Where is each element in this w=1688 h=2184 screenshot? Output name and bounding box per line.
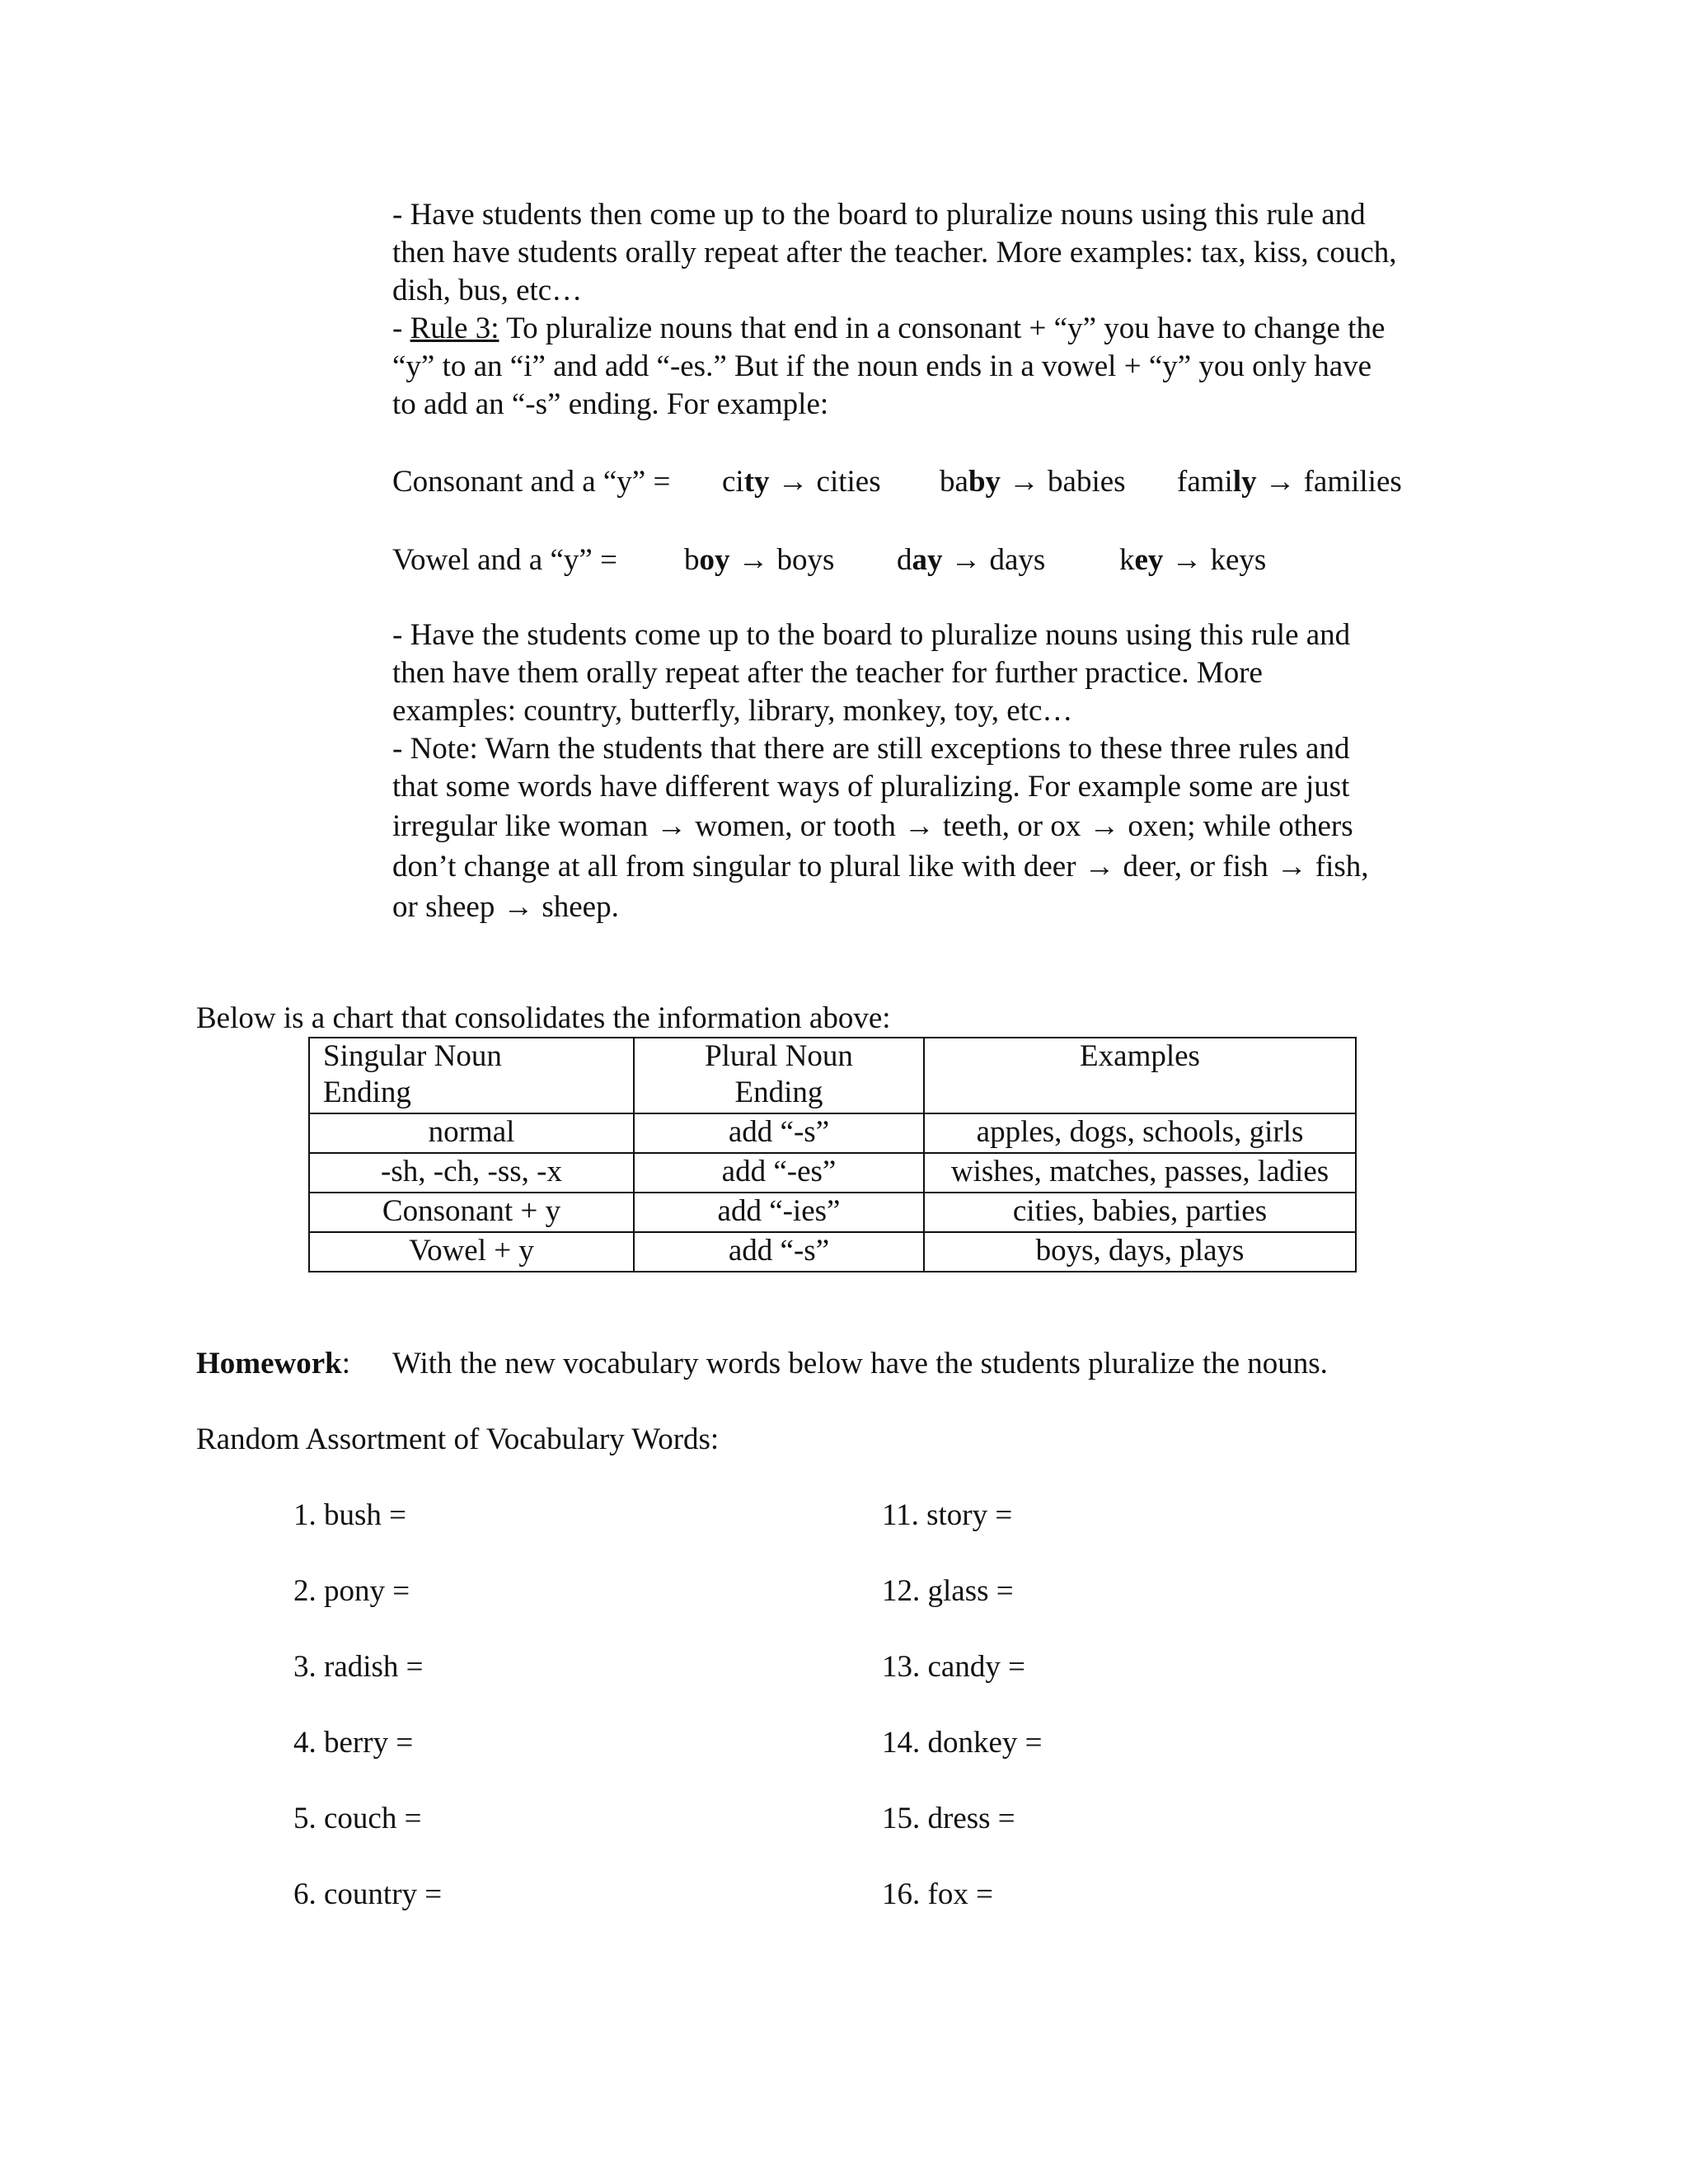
header-line: Ending [323, 1076, 411, 1109]
exception-text: oxen; while others [1128, 809, 1353, 843]
homework-line [196, 1345, 350, 1383]
rule3-line-2: “y” to an “i” and add “-es.” But if the noun ends in a vowel + “y” you only have [392, 349, 1372, 383]
vocab-item: 13. candy = [882, 1650, 1025, 1684]
practice-line-2: then have them orally repeat after the teacher for further practice. More [392, 656, 1263, 690]
header-examples [924, 1038, 1356, 1113]
vocab-item: 5. couch = [293, 1802, 422, 1835]
vocab-item: 12. glass = [882, 1574, 1014, 1608]
practice-line-1: - Have the students come up to the board to pluralize nouns using this rule and [392, 618, 1351, 652]
practice-line-3: examples: country, butterfly, library, monkey, toy, etc… [392, 694, 1073, 728]
note-line-2: that some words have different ways of pluralizing. For example some are just [392, 770, 1350, 804]
table-cell: add “-s” [634, 1232, 924, 1272]
header-line: Plural Noun [705, 1039, 853, 1073]
example-plural: families [1303, 465, 1402, 499]
example-ending: by [968, 465, 1001, 499]
exception-text: don’t change at all from singular to plural like with deer [392, 850, 1076, 883]
arrow-icon: → [503, 890, 534, 924]
table-row [309, 1153, 1356, 1193]
exceptions-line-2 [392, 848, 1369, 886]
table-cell: boys, days, plays [924, 1232, 1356, 1272]
intro-line-1: - Have students then come up to the board to pluralize nouns using this rule and [392, 198, 1366, 232]
arrow-icon: → [656, 809, 687, 843]
rule3-line-1 [392, 310, 1385, 348]
example-plural: babies [1048, 465, 1126, 499]
vocab-item: 11. story = [882, 1498, 1013, 1532]
arrow-icon: → [1084, 850, 1115, 883]
exception-text: deer, or fish [1123, 850, 1268, 883]
exception-text: fish, [1315, 850, 1369, 883]
vocab-heading: Random Assortment of Vocabulary Words: [196, 1422, 720, 1456]
example-stem: ba [940, 465, 968, 499]
header-plural [634, 1038, 924, 1113]
table-cell: wishes, matches, passes, ladies [924, 1153, 1356, 1193]
arrow-icon: → [950, 543, 982, 577]
example-plural: cities [816, 465, 881, 499]
table-row [309, 1232, 1356, 1272]
table-row [309, 1113, 1356, 1153]
table-cell: add “-s” [634, 1113, 924, 1153]
exceptions-line-1 [392, 808, 1353, 846]
vocab-item: 15. dress = [882, 1802, 1015, 1835]
arrow-icon: → [1171, 543, 1203, 577]
homework-text: With the new vocabulary words below have the students pluralize the nouns. [392, 1347, 1328, 1380]
plural-rules-table [308, 1037, 1357, 1272]
table-cell: cities, babies, parties [924, 1193, 1356, 1232]
vocab-item: 4. berry = [293, 1726, 414, 1760]
example-ending: ay [912, 543, 943, 577]
header-line: Examples [1080, 1039, 1200, 1073]
arrow-icon: → [738, 543, 769, 577]
vowel-example-key [1119, 541, 1266, 579]
chart-intro: Below is a chart that consolidates the information above: [196, 1001, 891, 1035]
vocab-item: 3. radish = [293, 1650, 424, 1684]
vocab-item: 6. country = [293, 1877, 443, 1911]
table-cell: Vowel + y [309, 1232, 634, 1272]
vocab-item: 1. bush = [293, 1498, 407, 1532]
example-plural: boys [776, 543, 835, 577]
exception-text: teeth, or ox [942, 809, 1081, 843]
table-row [309, 1193, 1356, 1232]
example-stem: d [897, 543, 912, 577]
example-stem: b [684, 543, 700, 577]
rule3-dash: - [392, 312, 410, 345]
arrow-icon: → [903, 809, 935, 843]
vowel-label: Vowel and a “y” = [392, 543, 617, 577]
rule3-line1-rest: To pluralize nouns that end in a consonant + “y” you have to change the [499, 312, 1386, 345]
header-singular [309, 1038, 634, 1113]
homework-colon: : [341, 1347, 351, 1380]
exceptions-line-3 [392, 888, 619, 926]
example-plural: days [989, 543, 1046, 577]
exception-text: women, or tooth [695, 809, 896, 843]
header-line: Singular Noun [323, 1039, 502, 1073]
table-cell: normal [309, 1113, 634, 1153]
example-stem: ci [722, 465, 744, 499]
arrow-icon: → [777, 465, 809, 499]
arrow-icon: → [1276, 850, 1307, 883]
table-cell: add “-ies” [634, 1193, 924, 1232]
arrow-icon: → [1009, 465, 1040, 499]
vocab-item: 16. fox = [882, 1877, 993, 1911]
header-line: Ending [734, 1076, 823, 1109]
consonant-example-family [1177, 463, 1402, 501]
table-cell: -sh, -ch, -ss, -x [309, 1153, 634, 1193]
example-stem: fami [1177, 465, 1233, 499]
note-line-1: - Note: Warn the students that there are still exceptions to these three rules and [392, 732, 1350, 766]
example-stem: k [1119, 543, 1135, 577]
vowel-example-boy [684, 541, 834, 579]
intro-line-3: dish, bus, etc… [392, 274, 583, 307]
example-ending: ly [1232, 465, 1257, 499]
consonant-label: Consonant and a “y” = [392, 465, 671, 499]
example-ending: oy [699, 543, 730, 577]
consonant-example-baby [940, 463, 1126, 501]
consonant-example-city [722, 463, 881, 501]
rule3-label: Rule 3: [410, 312, 499, 345]
exception-text: irregular like woman [392, 809, 649, 843]
table-cell: add “-es” [634, 1153, 924, 1193]
rule3-line-3: to add an “-s” ending. For example: [392, 387, 829, 421]
table-cell: Consonant + y [309, 1193, 634, 1232]
vocab-item: 14. donkey = [882, 1726, 1043, 1760]
vocab-item: 2. pony = [293, 1574, 410, 1608]
intro-line-2: then have students orally repeat after the teacher. More examples: tax, kiss, couch, [392, 236, 1397, 269]
table-cell: apples, dogs, schools, girls [924, 1113, 1356, 1153]
example-ending: ty [743, 465, 770, 499]
arrow-icon: → [1089, 809, 1120, 843]
arrow-icon: → [1264, 465, 1296, 499]
example-plural: keys [1210, 543, 1267, 577]
table-header-row [309, 1038, 1356, 1113]
exception-text: sheep. [542, 890, 619, 924]
vowel-example-day [897, 541, 1045, 579]
exception-text: or sheep [392, 890, 495, 924]
example-ending: ey [1134, 543, 1164, 577]
homework-label: Homework [196, 1347, 342, 1380]
